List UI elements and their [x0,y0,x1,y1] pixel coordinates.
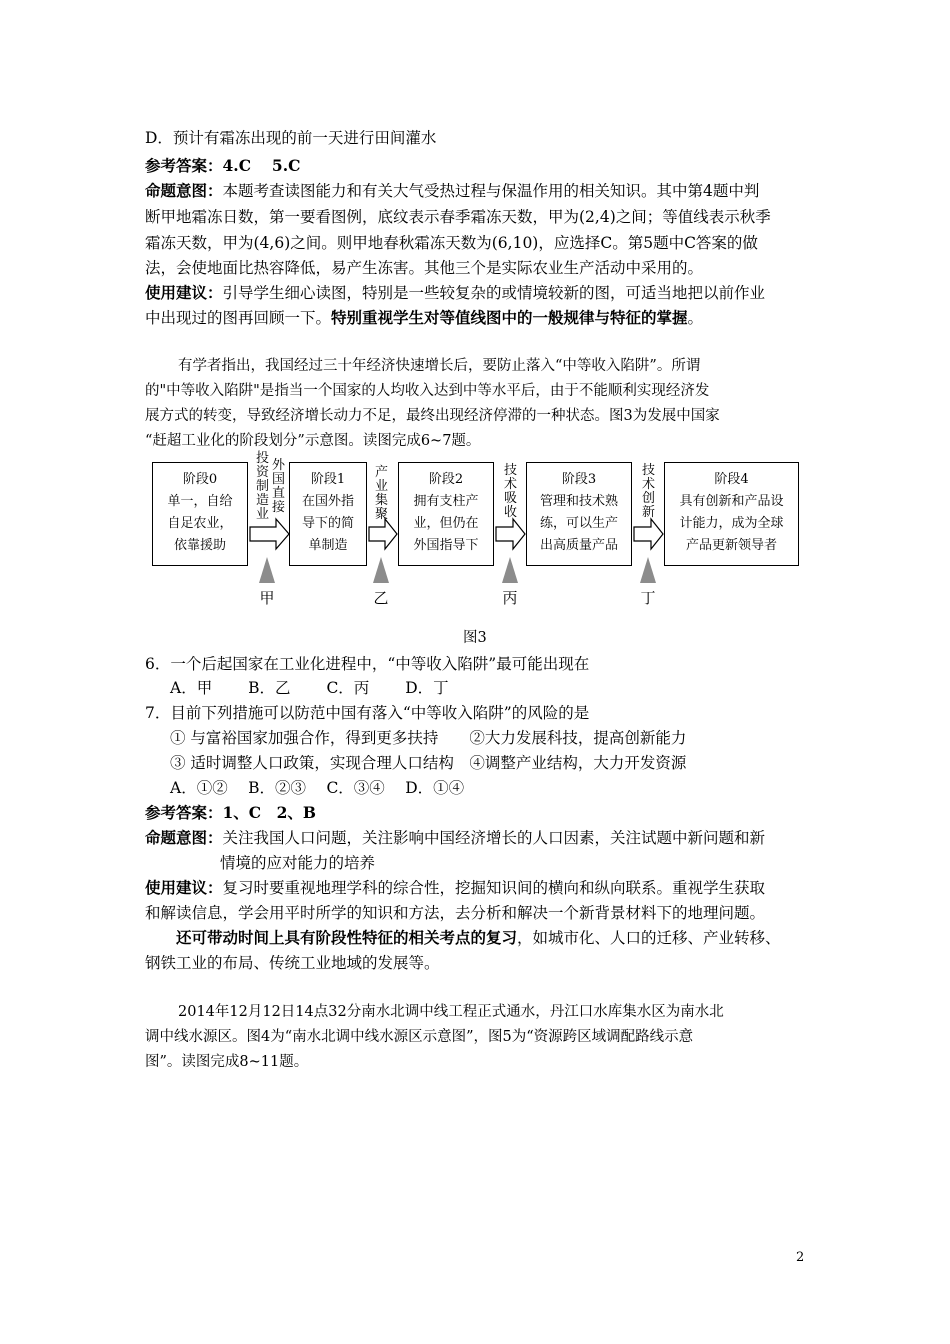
q67-intent-line: 情境的应对能力的培养 [220,854,376,872]
q7-item: ① 与富裕国家加强合作，得到更多扶持 ②大力发展科技，提高创新能力 [170,729,687,747]
advice-text: 复习时要重视地理学科的综合性，挖掘知识间的横向和纵向联系。重视学生获取 [222,879,766,897]
marker-label-bing: 丙 [502,589,518,607]
passage2-line: 图”。读图完成8~11题。 [145,1054,309,1070]
intent-text: 本题考查读图能力和有关大气受热过程与保温作用的相关知识。其中第4题中判 [222,182,760,200]
stage-title: 阶段3 [561,472,597,487]
advice-text: 。 [687,309,704,327]
stage-line: 拥有支柱产 [413,494,479,509]
marker-triangle-yi [373,557,389,583]
stage-line: 练，可以生产 [539,516,618,531]
answer-text: 1、C 2、B [222,803,317,822]
q67-advice-line [145,878,765,898]
q67-advice-line: 和解读信息，学会用平时所学的知识和方法，去分析和解决一个新背景材料下的地理问题。 [145,904,766,922]
answer-label: 参考答案： [145,156,223,175]
stage-line: 外国指导下 [413,538,479,553]
stage-line: 自足农业， [167,516,233,531]
passage1-line: 展方式的转变，导致经济增长动力不足，最终出现经济停滞的一种状态。图3为发展中国家 [145,408,720,424]
marker-triangle-bing [502,557,518,583]
answer-label: 参考答案： [145,803,223,822]
arrow-2-label: 产业集聚 [374,465,388,522]
marker-triangle-ding [640,557,656,583]
passage1-line: “赶超工业化的阶段划分”示意图。读图完成6~7题。 [145,433,481,449]
stage-line: 管理和技术熟 [539,494,618,509]
q67-extra-line: 钢铁工业的布局、传统工业地域的发展等。 [145,954,440,972]
stage-title: 阶段4 [714,472,749,487]
q5-intent-line: 法，会使地面比热容降低，易产生冻害。其他三个是实际农业生产活动中采用的。 [145,259,704,277]
figure-caption: 图3 [463,630,487,646]
q7-item: ③ 适时调整人口政策，实现合理人口结构 ④调整产业结构，大力开发资源 [170,754,687,772]
advice-text: 中出现过的图再回顾一下。 [145,309,332,327]
advice-label: 使用建议： [145,878,223,897]
stage-line: 具有创新和产品设 [679,494,784,509]
arrow-1 [250,519,289,549]
passage1-line: 的"中等收入陷阱"是指当一个国家的人均收入达到中等水平后，由于不能顺利实现经济发 [145,383,710,399]
marker-label-ding: 丁 [640,589,656,607]
q5-intent-line: 霜冻天数，甲为(4,6)之间。则甲地春秋霜冻天数为(6,10)，应选择C。第5题中C答案的做 [145,234,758,252]
arrow-3 [496,519,525,549]
stage-title: 阶段0 [182,472,218,487]
q67-intent-line [145,828,765,848]
stage-line: 在国外指 [301,494,354,509]
passage2-line: 调中线水源区。图4为“南水北调中线水源区示意图”，图5为“资源跨区域调配路线示意 [145,1029,694,1045]
intent-label: 命题意图： [145,181,223,200]
page-number: 2 [796,1250,805,1265]
advice-text: 引导学生细心读图，特别是一些较复杂的或情境较新的图，可适当地把以前作业 [222,284,766,302]
stage-line: 单一，自给 [167,494,233,509]
extra-text: ，如城市化、人口的迁移、产业转移、 [517,929,781,947]
q7-options: A．①② B．②③ C．③④ D．①④ [170,779,465,797]
q6-stem: 6．一个后起国家在工业化进程中，“中等收入陷阱”最可能出现在 [145,655,590,673]
stage-line: 计能力，成为全球 [679,516,784,531]
stage-line: 单制造 [308,538,348,553]
stage-title: 阶段1 [310,472,346,487]
arrow-3-label: 技术吸收 [503,463,517,520]
arrow-4-label: 技术创新 [641,463,655,520]
marker-label-yi: 乙 [373,589,389,607]
arrow-1-label-a: 投资制造业 [255,451,269,522]
extra-emphasis: 还可带动时间上具有阶段性特征的相关考点的复习 [176,928,518,947]
q67-answer [145,803,316,823]
q5-intent-line: 断甲地霜冻日数，第一要看图例，底纹表示春季霜冻天数，甲为(2,4)之间；等值线表示秋季 [145,208,771,226]
marker-label-jia: 甲 [259,589,275,607]
intent-text: 关注我国人口问题，关注影响中国经济增长的人口因素，关注试题中新问题和新 [222,829,766,847]
stage-line: 产品更新领导者 [685,538,777,553]
stage-line: 导下的简 [301,516,354,531]
stage-line: 依靠援助 [173,538,226,553]
q7-stem: 7．目前下列措施可以防范中国有落入“中等收入陷阱”的风险的是 [145,704,590,722]
q6-options: A．甲 B．乙 C．丙 D．丁 [170,679,449,697]
answer-text: 4.C 5.C [222,156,301,175]
stage-line: 业，但仍在 [413,516,479,531]
arrow-1-label-b: 外国直接 [271,458,285,515]
advice-label: 使用建议： [145,283,223,302]
stage-line: 出高质量产品 [539,538,618,553]
arrow-4 [634,519,663,549]
arrow-2 [369,519,397,549]
intent-label: 命题意图： [145,828,223,847]
stage-title: 阶段2 [428,472,464,487]
advice-emphasis: 特别重视学生对等值线图中的一般规律与特征的掌握 [331,308,688,327]
marker-triangle-jia [259,557,275,583]
passage2-line: 2014年12月12日14点32分南水北调中线工程正式通水，丹江口水库集水区为南水北 [178,1004,724,1020]
passage1-line: 有学者指出，我国经过三十年经济快速增长后，要防止落入“中等收入陷阱”。所谓 [178,358,701,374]
figure-3-arrows [0,0,950,620]
q67-extra-line [176,928,781,948]
q5-option-d: D．预计有霜冻出现的前一天进行田间灌水 [145,129,437,147]
